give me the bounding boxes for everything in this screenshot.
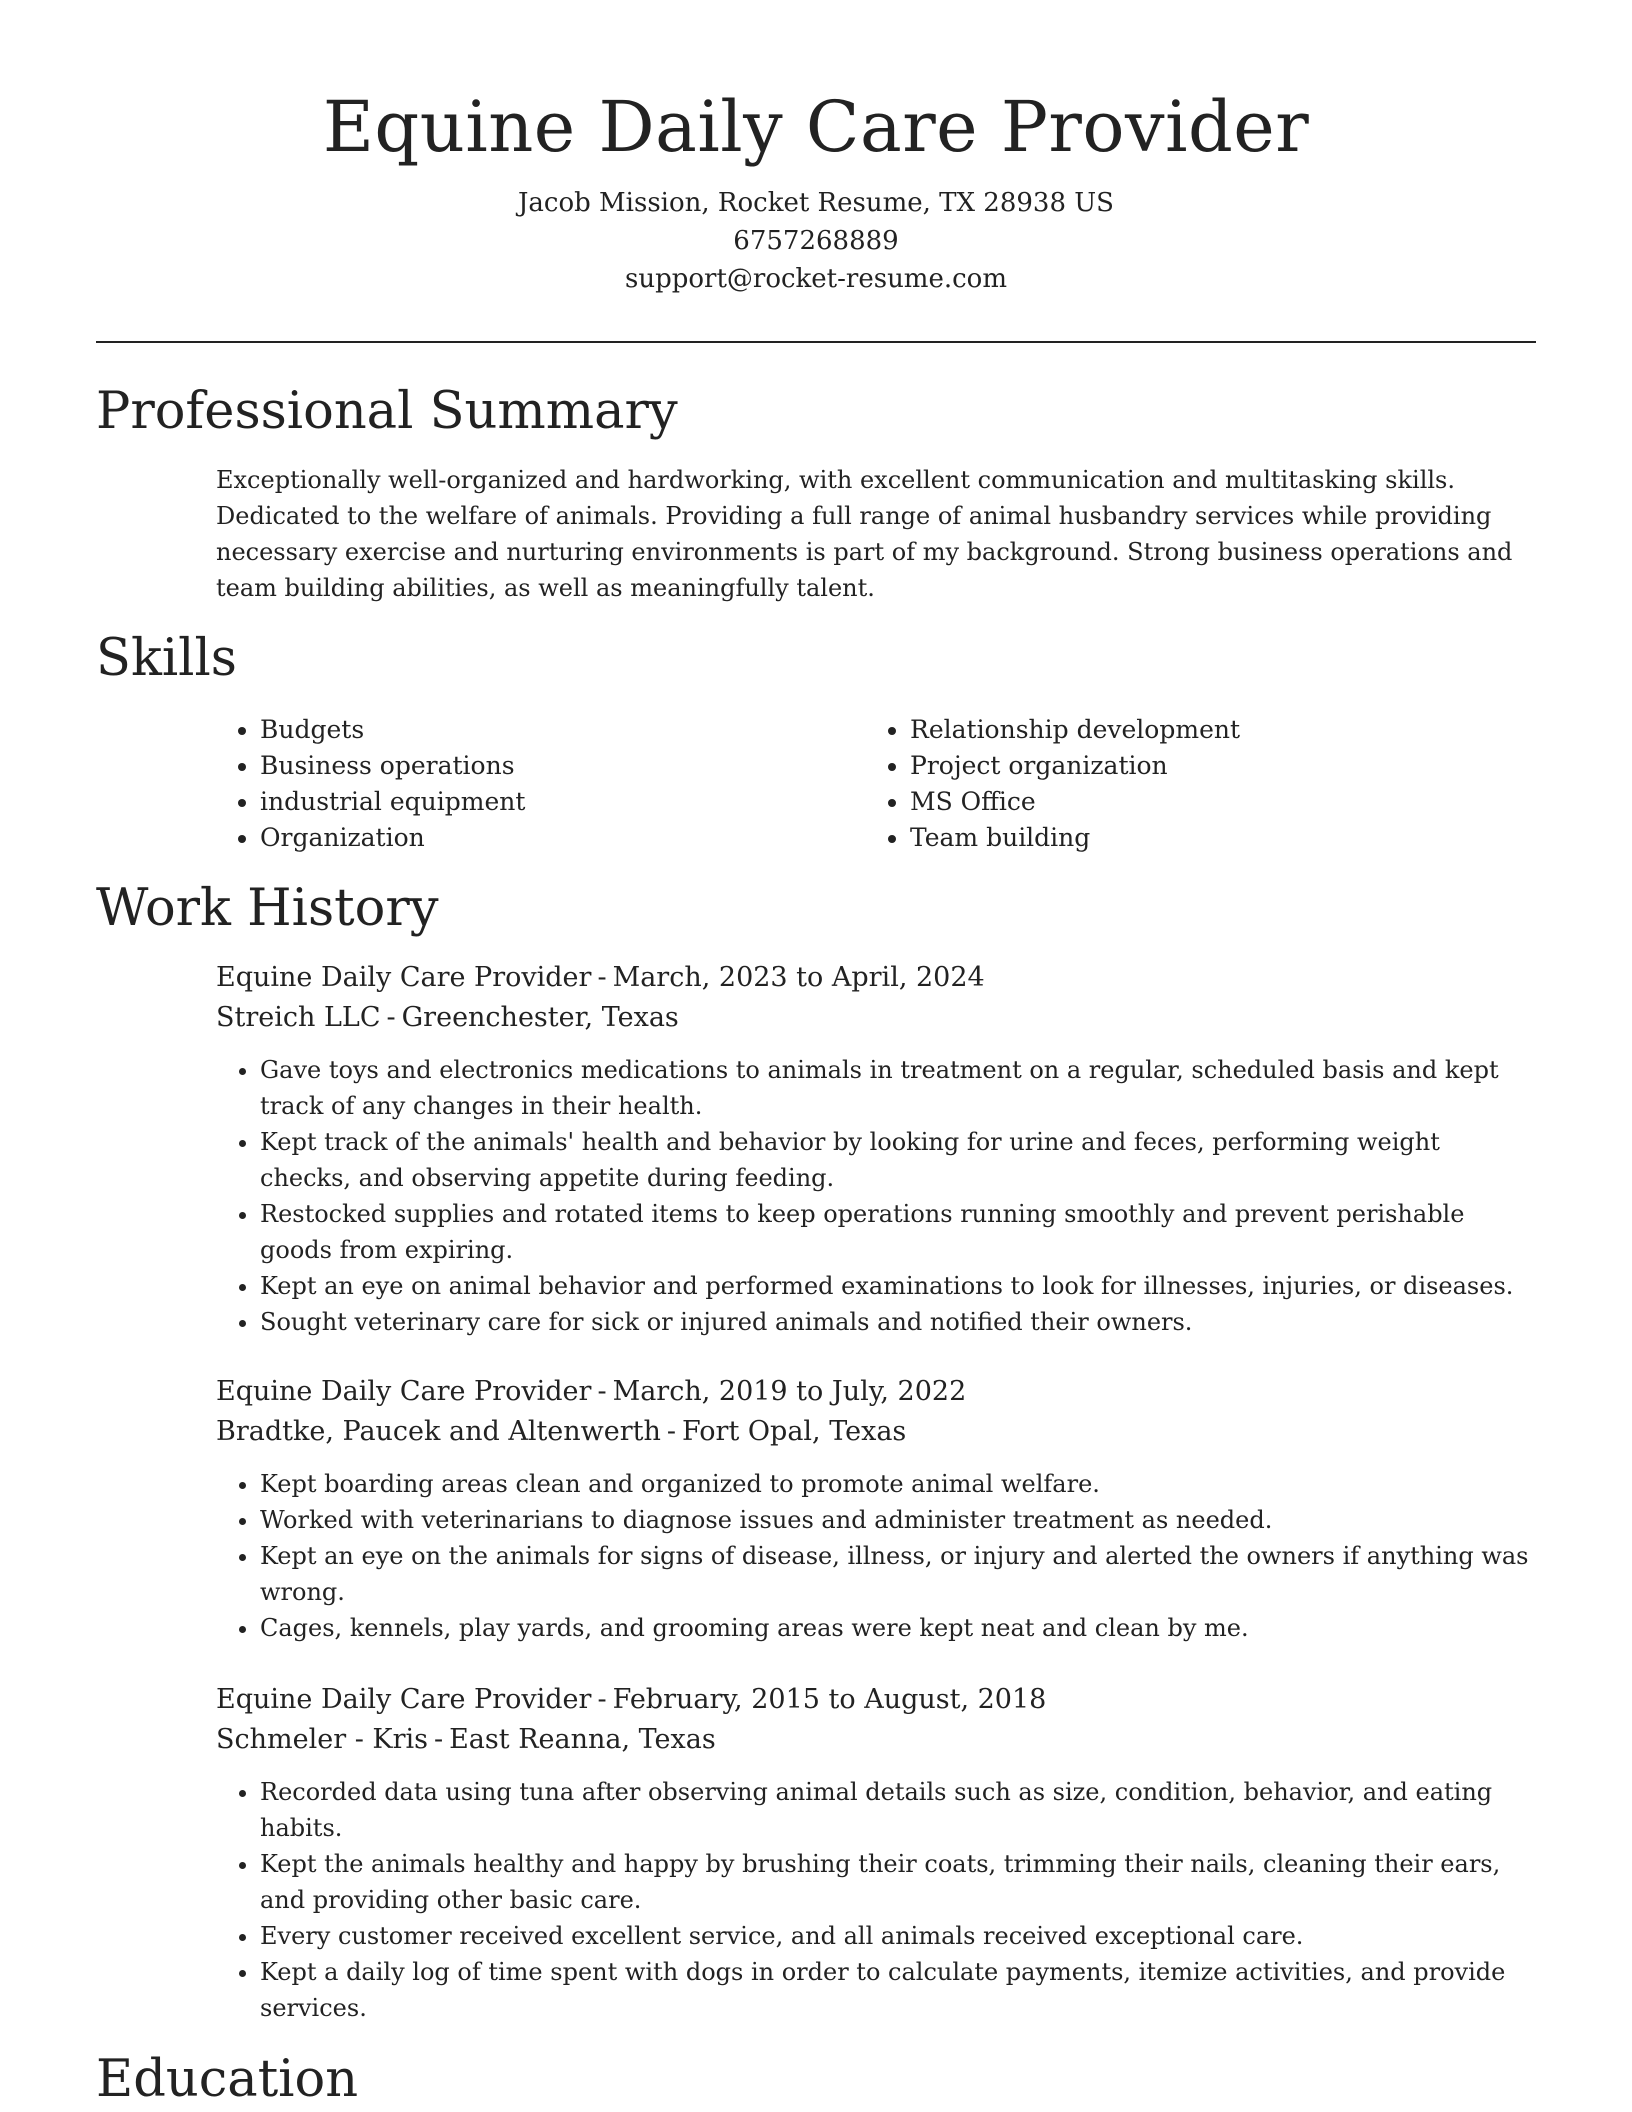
job-entry xyxy=(216,958,1536,1340)
job-bullet-list xyxy=(216,1774,1536,2026)
job-bullet: • Kept a daily log of time spent with dogs in order to calculate payments, itemize activities, and provide services. xyxy=(260,1954,1536,2026)
separator: - xyxy=(666,1416,677,1447)
skills-column-left xyxy=(216,712,525,856)
job-bullet: • Kept the animals healthy and happy by brushing their coats, trimming their nails, cleaning their ears, and providing other basic care. xyxy=(260,1846,1536,1918)
section-title-summary: Professional Summary xyxy=(96,382,678,441)
job-bullet: • Recorded data using tuna after observing animal details such as size, condition, behavior, and eating habits. xyxy=(260,1774,1536,1846)
section-title-work-history: Work History xyxy=(96,879,439,938)
job-title-line xyxy=(216,958,1536,998)
skill-item: • Budgets xyxy=(260,712,525,748)
job-entry xyxy=(216,1372,1536,1646)
resume-header xyxy=(0,82,1632,298)
job-company: Bradtke, Paucek and Altenwerth xyxy=(216,1416,661,1447)
skill-item: • Team building xyxy=(910,820,1240,856)
job-company-line xyxy=(216,1412,1536,1452)
job-company: Streich LLC xyxy=(216,1002,381,1033)
job-location: Greenchester, Texas xyxy=(401,1002,679,1033)
job-bullet-list xyxy=(216,1052,1536,1340)
job-title: Equine Daily Care Provider xyxy=(216,962,592,993)
skill-item: • industrial equipment xyxy=(260,784,525,820)
job-bullet: • Kept track of the animals' health and behavior by looking for urine and feces, performing weight checks, and observing appetite during feeding. xyxy=(260,1124,1536,1196)
job-title-line xyxy=(216,1372,1536,1412)
job-bullet: • Sought veterinary care for sick or injured animals and notified their owners. xyxy=(260,1304,1536,1340)
section-title-education: Education xyxy=(96,2050,359,2109)
skill-item: • Project organization xyxy=(910,748,1240,784)
separator: - xyxy=(433,1724,444,1755)
separator: - xyxy=(597,1376,607,1407)
skill-item: • Relationship development xyxy=(910,712,1240,748)
candidate-name: Equine Daily Care Provider xyxy=(322,86,1310,168)
contact-address: Jacob Mission, Rocket Resume, TX 28938 US xyxy=(518,188,1114,218)
skill-item: • Organization xyxy=(260,820,525,856)
job-bullet-list xyxy=(216,1466,1536,1646)
job-bullet: • Restocked supplies and rotated items to keep operations running smoothly and prevent perishable goods from expiring. xyxy=(260,1196,1536,1268)
separator: - xyxy=(597,1684,607,1715)
job-title-line xyxy=(216,1680,1536,1720)
job-dates: February, 2015 to August, 2018 xyxy=(612,1684,1047,1715)
header-divider xyxy=(96,341,1536,343)
job-bullet: • Kept boarding areas clean and organized to promote animal welfare. xyxy=(260,1466,1536,1502)
job-company-line xyxy=(216,1720,1536,1760)
skill-item: • MS Office xyxy=(910,784,1240,820)
job-company-line xyxy=(216,998,1536,1038)
job-title: Equine Daily Care Provider xyxy=(216,1684,592,1715)
job-bullet: • Worked with veterinarians to diagnose issues and administer treatment as needed. xyxy=(260,1502,1536,1538)
contact-email: support@rocket-resume.com xyxy=(624,264,1007,294)
section-title-skills: Skills xyxy=(96,629,237,688)
job-title: Equine Daily Care Provider xyxy=(216,1376,592,1407)
job-bullet: • Kept an eye on the animals for signs of disease, illness, or injury and alerted the owners if anything was wrong. xyxy=(260,1538,1536,1610)
job-dates: March, 2019 to July, 2022 xyxy=(612,1376,967,1407)
separator: - xyxy=(386,1002,396,1033)
job-bullet: • Cages, kennels, play yards, and grooming areas were kept neat and clean by me. xyxy=(260,1610,1536,1646)
contact-phone: 6757268889 xyxy=(733,226,899,256)
job-location: East Reanna, Texas xyxy=(449,1724,716,1755)
skill-item: • Business operations xyxy=(260,748,525,784)
job-bullet: • Kept an eye on animal behavior and performed examinations to look for illnesses, injuries, or diseases. xyxy=(260,1268,1536,1304)
separator: - xyxy=(597,962,607,993)
skills-column-right xyxy=(866,712,1240,856)
job-dates: March, 2023 to April, 2024 xyxy=(612,962,985,993)
job-company: Schmeler - Kris xyxy=(216,1724,428,1755)
job-entry xyxy=(216,1680,1536,2026)
job-location: Fort Opal, Texas xyxy=(682,1416,907,1447)
job-bullet: • Gave toys and electronics medications to animals in treatment on a regular, scheduled basis and kept track of any changes in their health. xyxy=(260,1052,1536,1124)
job-bullet: • Every customer received excellent service, and all animals received exceptional care. xyxy=(260,1918,1536,1954)
summary-text: Exceptionally well-organized and hardworking, with excellent communication and multitasking skills. Dedicated to the welfare of animals. Providing a full range of animal husbandry services while providing necessary exercise and nurturing environments is part of my background. Strong business operations and team building abilities, as well as meaningfully talent. xyxy=(216,466,1513,602)
